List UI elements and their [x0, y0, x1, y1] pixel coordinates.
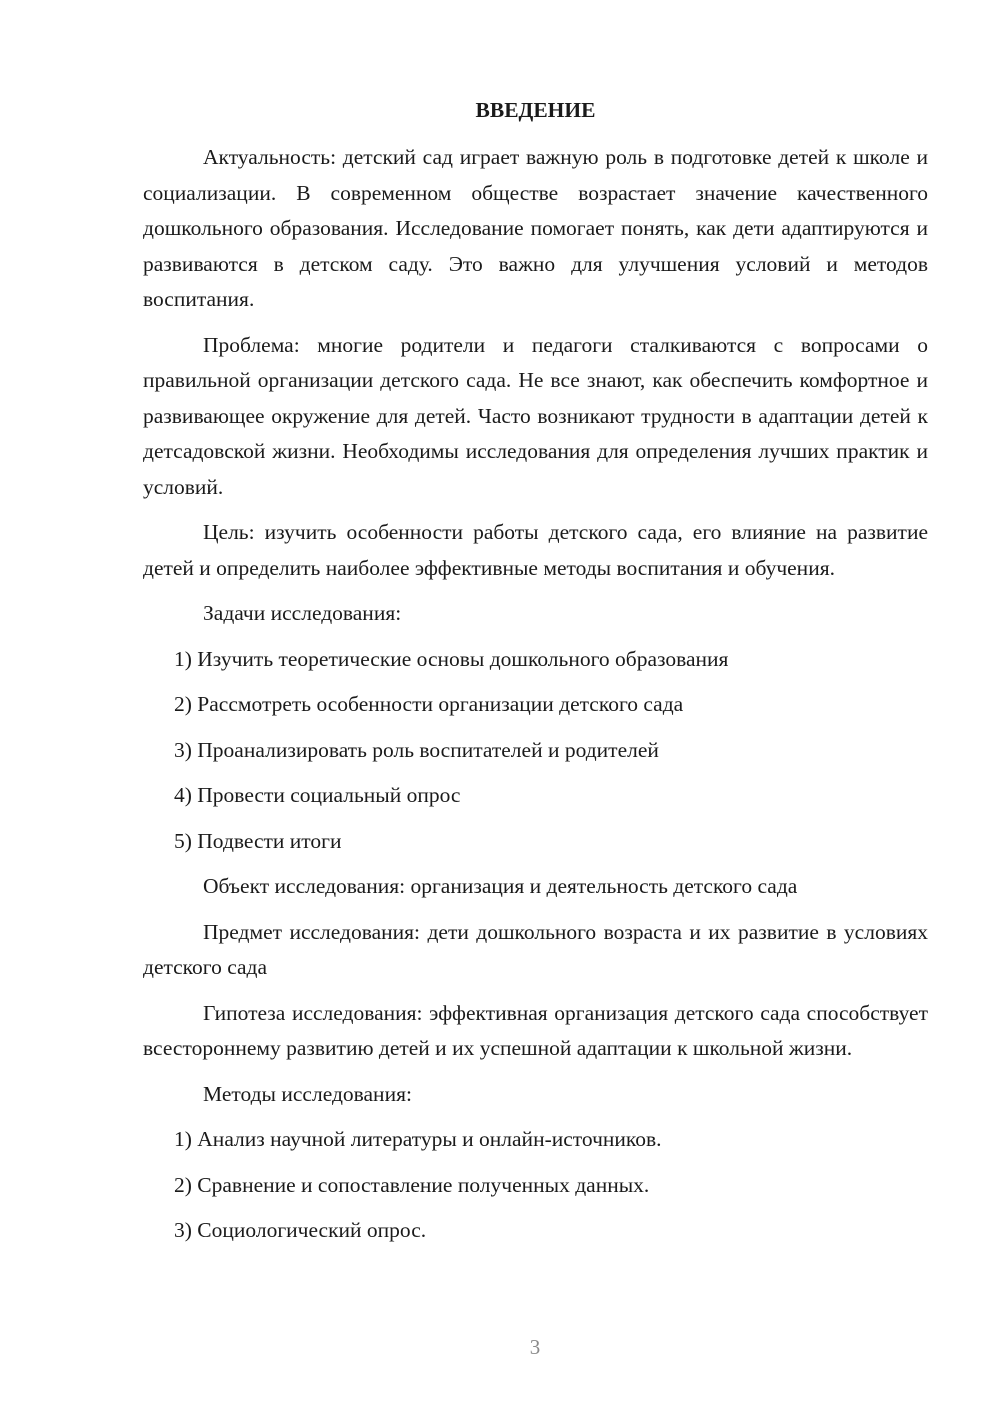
tasks-list	[143, 642, 928, 858]
hypothesis-paragraph: Гипотеза исследования: эффективная организация детского сада способствует всестороннему развитию детей и их успешной адаптации к школьной жизни.	[143, 1000, 928, 1060]
document-page	[143, 93, 928, 1259]
subject-paragraph: Предмет исследования: дети дошкольного возраста и их развитие в условиях детского сада	[143, 919, 928, 979]
page-number: 3	[529, 1335, 541, 1359]
method-item: 3) Социологический опрос.	[174, 1218, 427, 1242]
methods-heading: Методы исследования:	[203, 1081, 412, 1106]
method-item: 1) Анализ научной литературы и онлайн-источников.	[174, 1127, 662, 1151]
object-paragraph: Объект исследования: организация и деятельность детского сада	[203, 874, 798, 898]
task-item: 1) Изучить теоретические основы дошкольного образования	[174, 646, 729, 671]
tasks-heading: Задачи исследования:	[203, 601, 402, 625]
problem-paragraph: Проблема: многие родители и педагоги сталкиваются с вопросами о правильной организации детского сада. Не все знают, как обеспечить комфортное и развивающее окружение для детей. Часто возникают трудности в адаптации детей к детсадовской жизни. Необходимы исследования для определения лучших практик и условий.	[143, 332, 928, 499]
task-item: 2) Рассмотреть особенности организации детского сада	[174, 692, 684, 716]
relevance-paragraph: Актуальность: детский сад играет важную роль в подготовке детей к школе и социализации. В современном обществе возрастает значение качественного дошкольного образования. Исследование помогает понять, как дети адаптируются и развиваются в детском саду. Это важно для улучшения условий и методов воспитания.	[143, 145, 928, 311]
goal-paragraph: Цель: изучить особенности работы детского сада, его влияние на развитие детей и определить наиболее эффективные методы воспитания и обучения.	[143, 520, 928, 580]
methods-list	[143, 1122, 928, 1247]
section-title: ВВЕДЕНИЕ	[475, 98, 596, 122]
task-item: 4) Провести социальный опрос	[174, 783, 461, 807]
method-item: 2) Сравнение и сопоставление полученных данных.	[174, 1172, 650, 1197]
task-item: 3) Проанализировать роль воспитателей и родителей	[174, 737, 659, 762]
task-item: 5) Подвести итоги	[174, 828, 342, 853]
